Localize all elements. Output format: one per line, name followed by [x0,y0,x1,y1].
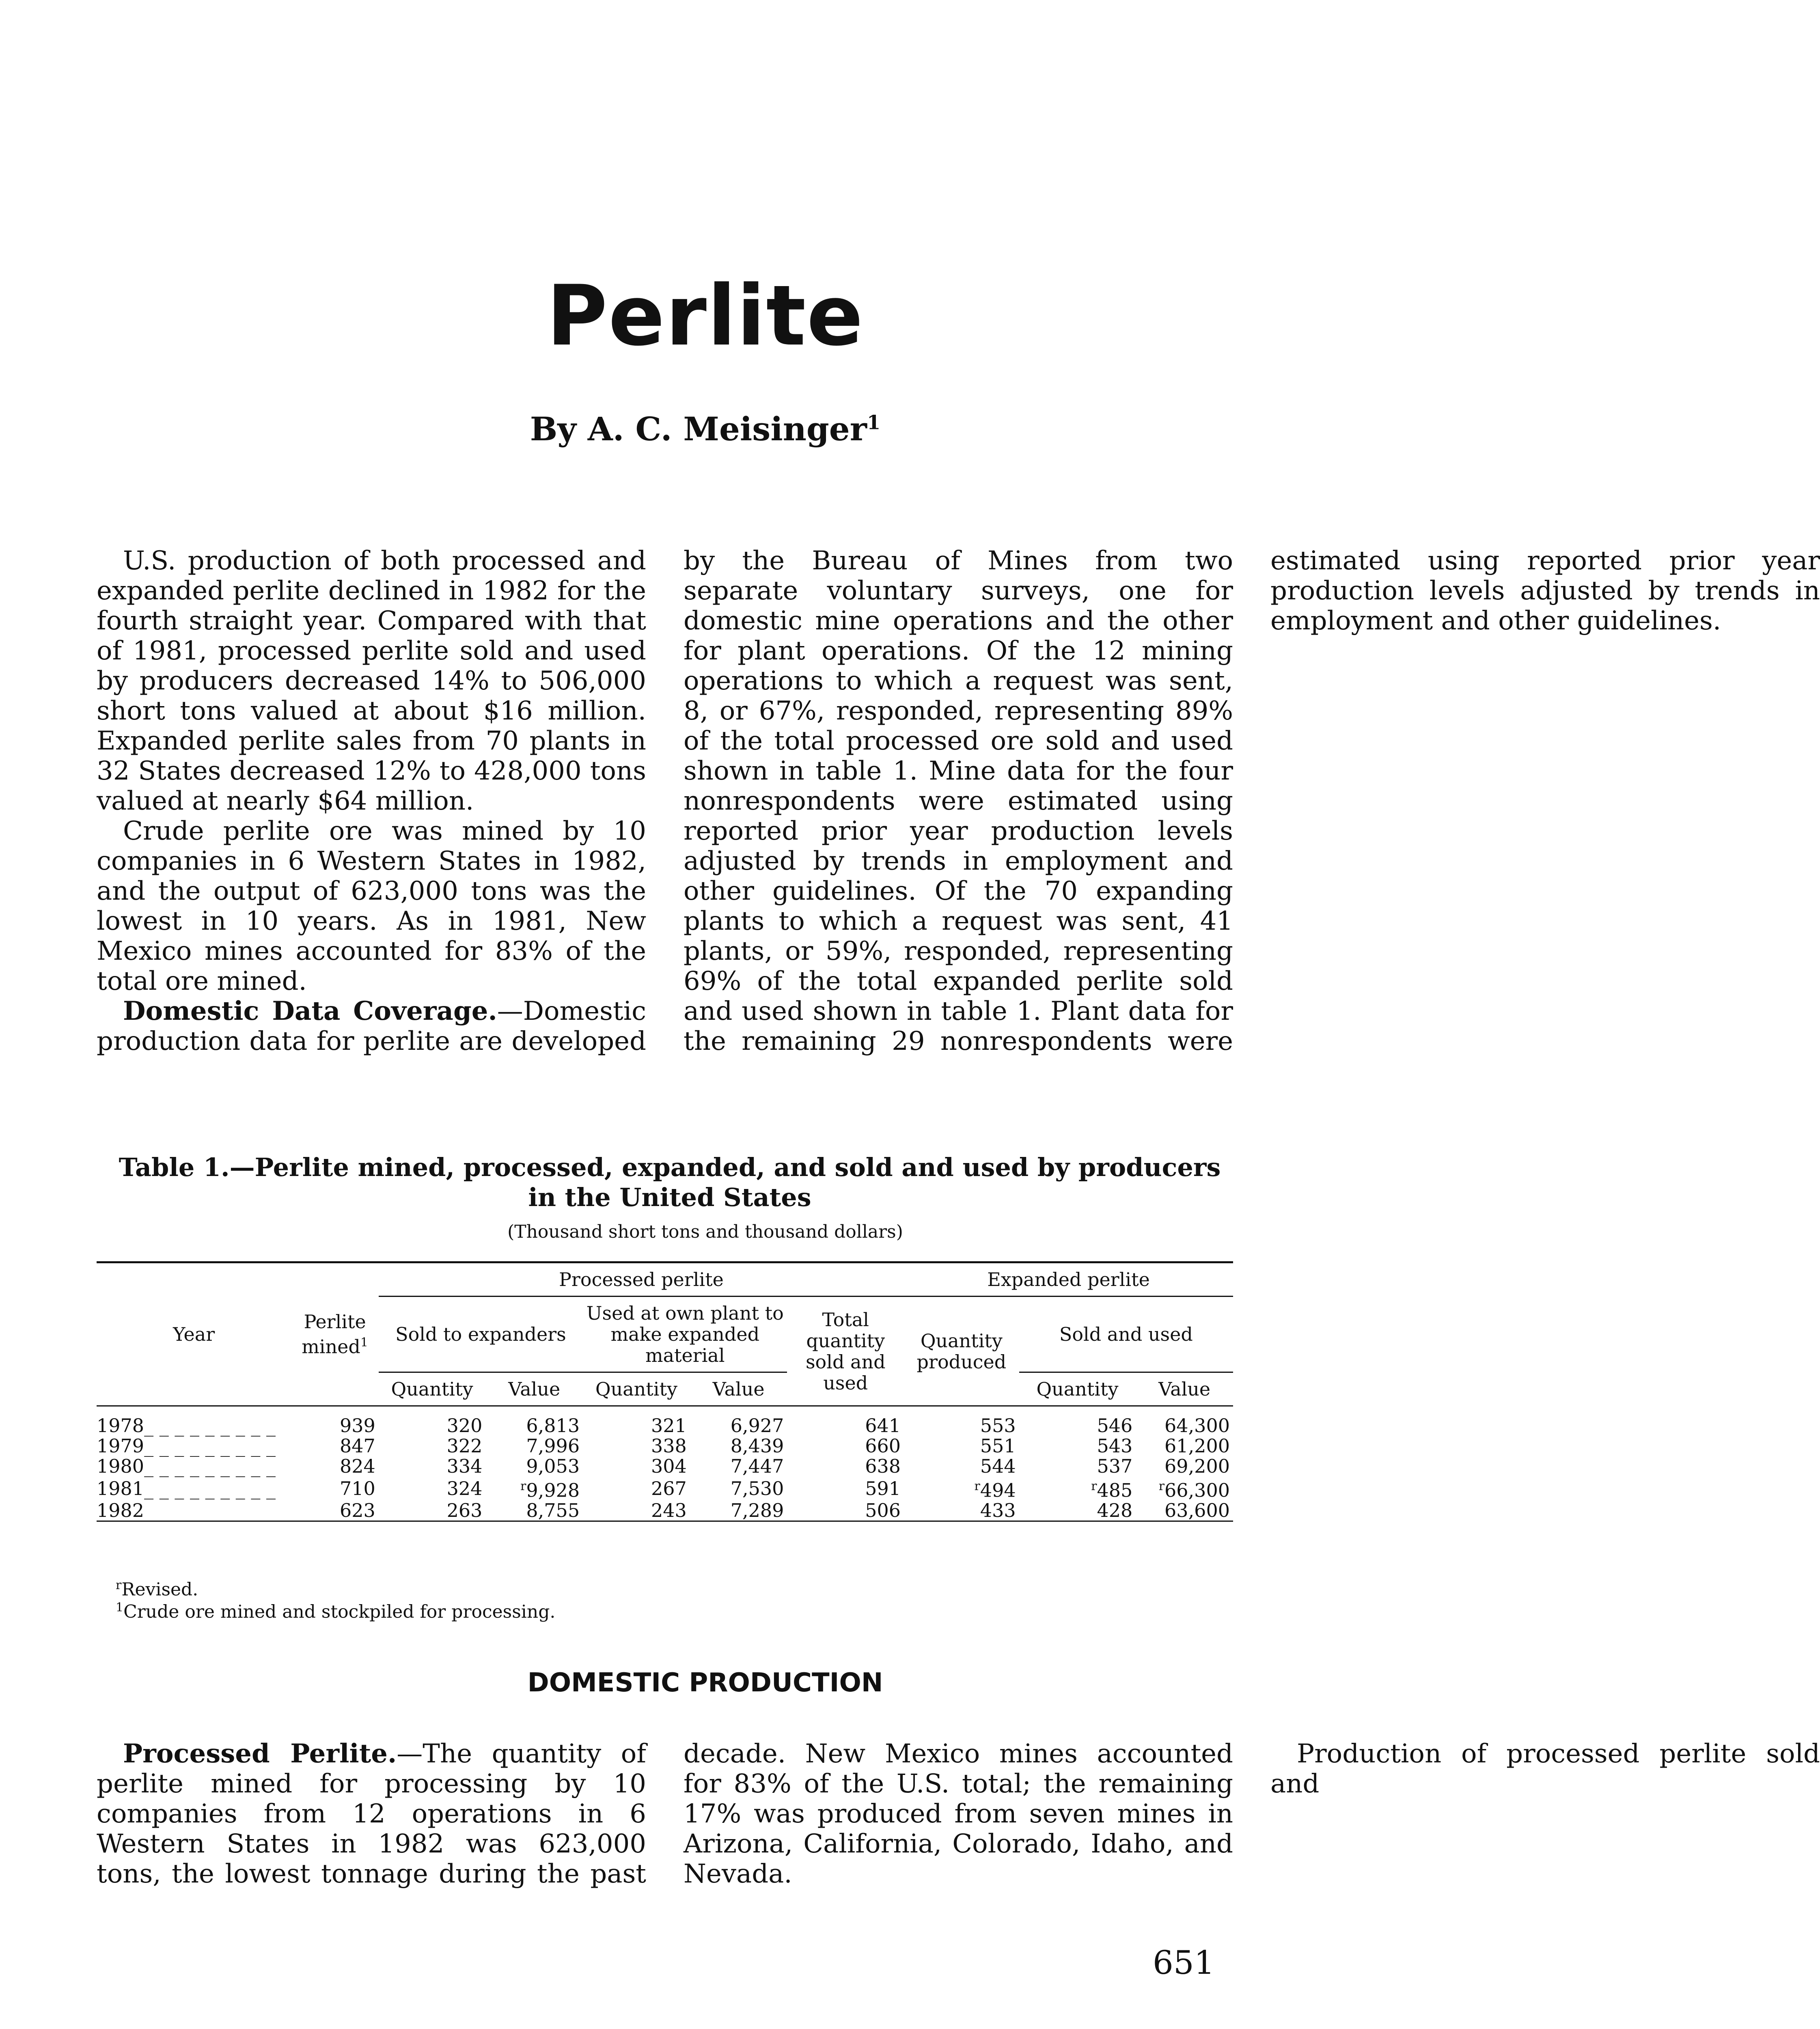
table-units: (Thousand short tons and thousand dollars) [507,1221,903,1242]
processed-text: —The quantity of perlite mined for processing by 10 companies from 12 operations in 6 Western States in 1982 was 623,000 tons, the lowest tonnage during the past decade. New Mexico mines accounted for 83% of the U.S. total; the remaining 17% was produced from seven mines in Arizona, California, Colorado, Idaho, and Nevada. [97,1739,1233,1889]
coverage-heading: Domestic Data Coverage. [123,996,497,1026]
page-number: 651 [1153,1944,1215,1982]
col-year: Year [173,1323,215,1345]
footnote-revised: $^r$Revised. [116,1578,198,1600]
intro-paragraph-1: U.S. production of both processed and expanded perlite declined in 1982 for the fourth straight year. Compared with that of 1981, processed perlite sold and used by producers decreased 14% to 506,000 short tons valued at about $16 million. Expanded perlite sales from 70 plants in 32 States decreased 12% to 428,000 tons valued at nearly $64 million. [97,546,646,816]
col-su-quantity: Quantity [1019,1372,1136,1406]
col-uao-quantity: Quantity [583,1372,690,1406]
byline [0,410,1410,448]
col-sold-and-used: Sold and used [1019,1297,1233,1372]
article-title: Perlite [546,268,864,364]
byline-author: By A. C. Meisinger [530,410,867,448]
production-columns [97,1738,1820,1889]
col-ste-value: Value [485,1372,583,1406]
production-paragraph: Production of processed perlite sold and [1270,1739,1820,1799]
col-su-value: Value [1136,1372,1233,1406]
intro-paragraph-2: Crude perlite ore was mined by 10 companies in 6 Western States in 1982, and the output of 623,000 tons was the lowest in 10 years. As in 1981, New Mexico mines accounted for 83% of the total ore mined. [97,816,646,996]
section-heading: DOMESTIC PRODUCTION [527,1668,883,1698]
intro-columns [97,546,1820,1086]
byline-footnote-mark: 1 [867,411,881,434]
coverage-text: —Domestic production data for perlite are developed by the Bureau of Mines from two separate voluntary surveys, one for domestic mine operations and the other for plant operations. Of the 12 mining operations to which a request was sent, 8, or 67%, responded, representing 89% of the total processed ore sold and used shown in table 1. Mine data for the four nonrespondents were estimated using reported prior year production levels adjusted by trends in employment and other guidelines. Of the 70 expanding plants to which a request was sent, 41 plants, or 59%, responded, representing 69% of the total expanded perlite sold and used shown in table 1. Plant data for the remaining 29 nonrespondents were estimated using reported prior year production levels adjusted by trends in employment and other guidelines. [97,546,1820,1056]
group-expanded-perlite: Expanded perlite [904,1262,1233,1297]
table-row: 1978_ _ _ _ _ _ _ _ _ 939 320 6,813 321 6,927 641 553 546 64,300 [97,1415,1230,1437]
table-row: 1981_ _ _ _ _ _ _ _ _ 710 324 $^r$9,928 267 7,530 591 $^r$494 $^r$485 $^r$66,300 [97,1477,1230,1501]
col-sold-to-expanders: Sold to expanders [379,1297,583,1372]
processed-heading: Processed Perlite. [123,1738,397,1769]
col-ste-quantity: Quantity [379,1372,486,1406]
table-row: 1980_ _ _ _ _ _ _ _ _ 824 334 9,053 304 7,447 638 544 537 69,200 [97,1455,1230,1477]
processed-paragraph [97,1739,1233,1889]
col-perlite-mined: Perlite mined$^1$ [302,1311,368,1358]
col-used-at-own-plant: Used at own plant to make expanded material [583,1297,787,1372]
table-row: 1982_ _ _ _ _ _ _ _ _ 623 263 8,755 243 7,289 506 433 428 63,600 [97,1500,1233,1521]
table-caption: Table 1.—Perlite mined, processed, expanded, and sold and used by producers in the United States [119,1152,1221,1212]
footnote-1: $^1$Crude ore mined and stockpiled for processing. [116,1600,556,1622]
col-uao-value: Value [690,1372,787,1406]
perlite-table [97,1261,1233,1522]
col-total-quantity: Total quantity sold and used [787,1297,904,1406]
col-quantity-produced: Quantity produced [904,1297,1019,1406]
group-processed-perlite: Processed perlite [379,1262,904,1297]
table-row: 1979_ _ _ _ _ _ _ _ _ 847 322 7,996 338 8,439 660 551 543 61,200 [97,1435,1230,1457]
